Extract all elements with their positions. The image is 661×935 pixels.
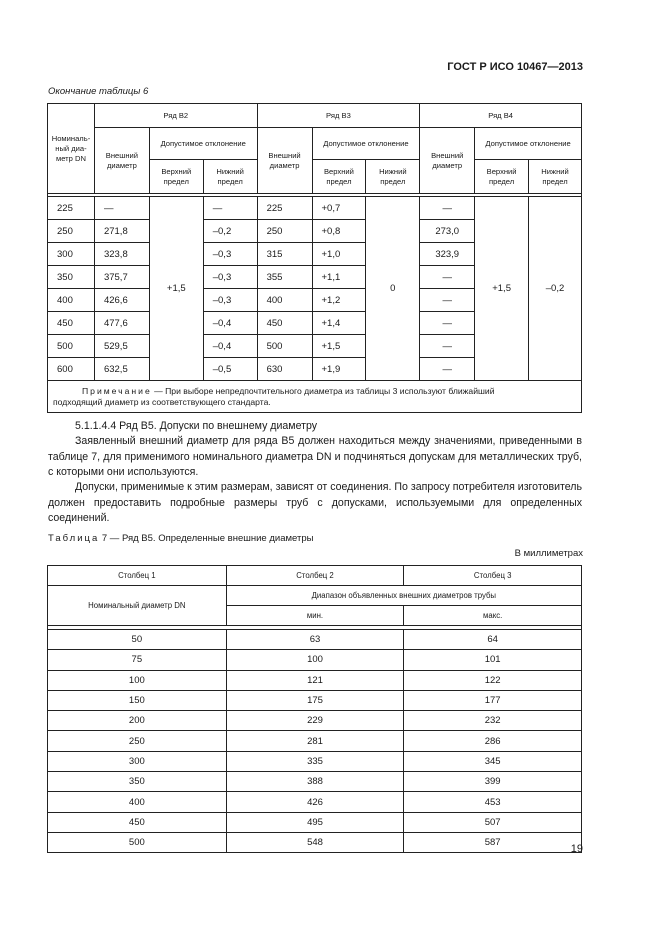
cell-max: 177 xyxy=(404,690,582,710)
cell-max: 453 xyxy=(404,792,582,812)
cell-b3-upper: +0,8 xyxy=(312,220,366,243)
table-6 xyxy=(47,103,582,413)
cell-dn: 200 xyxy=(48,711,227,731)
cell-b2-lower: –0,3 xyxy=(203,266,257,289)
cell-b3-diameter: 225 xyxy=(257,197,312,220)
header-row-b2: Ряд В2 xyxy=(94,104,257,128)
note-label: Примечание xyxy=(82,386,152,396)
cell-b2-lower: –0,3 xyxy=(203,289,257,312)
header-b3-upper: Верхний предел xyxy=(312,160,366,194)
header-b3-outer-diameter: Внешний диаметр xyxy=(257,128,312,194)
table-row xyxy=(48,832,582,852)
header-row-b3: Ряд В3 xyxy=(257,104,420,128)
cell-b2-lower: — xyxy=(203,197,257,220)
cell-b2-diameter: 632,5 xyxy=(94,358,149,381)
table-row xyxy=(48,751,582,771)
cell-b4-diameter: 323,9 xyxy=(420,243,475,266)
cell-b3-upper: +1,9 xyxy=(312,358,366,381)
section-heading: 5.1.1.4.4 Ряд В5. Допуски по внешнему диаметру xyxy=(75,420,318,432)
header-nominal-dn: Номинальный диаметр DN xyxy=(48,586,227,626)
cell-b3-upper: +1,2 xyxy=(312,289,366,312)
cell-b2-diameter: — xyxy=(94,197,149,220)
cell-b4-diameter: — xyxy=(420,266,475,289)
cell-b2-diameter: 477,6 xyxy=(94,312,149,335)
header-b4-outer-diameter: Внешний диаметр xyxy=(420,128,475,194)
header-col3: Столбец 3 xyxy=(404,566,582,586)
table-row xyxy=(48,690,582,710)
cell-b4-diameter: — xyxy=(420,358,475,381)
cell-b2-diameter: 529,5 xyxy=(94,335,149,358)
header-b4-tolerance: Допустимое отклонение xyxy=(475,128,582,160)
cell-b3-lower-merged: 0 xyxy=(366,197,420,381)
cell-dn: 500 xyxy=(48,335,95,358)
cell-dn: 600 xyxy=(48,358,95,381)
cell-b4-diameter: — xyxy=(420,197,475,220)
cell-b3-upper: +1,5 xyxy=(312,335,366,358)
header-b4-upper: Верхний предел xyxy=(475,160,529,194)
header-col2: Столбец 2 xyxy=(226,566,404,586)
cell-max: 232 xyxy=(404,711,582,731)
cell-b4-diameter: — xyxy=(420,335,475,358)
cell-max: 587 xyxy=(404,832,582,852)
cell-b2-lower: –0,4 xyxy=(203,335,257,358)
cell-dn: 500 xyxy=(48,832,227,852)
header-b3-tolerance: Допустимое отклонение xyxy=(312,128,420,160)
cell-dn: 350 xyxy=(48,772,227,792)
cell-dn: 225 xyxy=(48,197,95,220)
cell-b4-diameter: — xyxy=(420,312,475,335)
cell-b3-upper: +1,1 xyxy=(312,266,366,289)
cell-max: 64 xyxy=(404,630,582,650)
header-b4-lower: Нижний предел xyxy=(529,160,582,194)
cell-b2-diameter: 426,6 xyxy=(94,289,149,312)
header-b3-lower: Нижний предел xyxy=(366,160,420,194)
cell-dn: 300 xyxy=(48,751,227,771)
cell-min: 281 xyxy=(226,731,404,751)
table6-caption: Окончание таблицы 6 xyxy=(48,86,149,97)
cell-min: 100 xyxy=(226,650,404,670)
cell-dn: 300 xyxy=(48,243,95,266)
cell-min: 335 xyxy=(226,751,404,771)
table-row xyxy=(48,670,582,690)
cell-dn: 250 xyxy=(48,220,95,243)
cell-b4-diameter: 273,0 xyxy=(420,220,475,243)
cell-max: 345 xyxy=(404,751,582,771)
header-range: Диапазон объявленных внешних диаметров трубы xyxy=(226,586,581,606)
cell-dn: 400 xyxy=(48,289,95,312)
cell-b3-diameter: 500 xyxy=(257,335,312,358)
note-text-line2: подходящий диаметр из соответствующего стандарта. xyxy=(53,397,271,407)
cell-min: 63 xyxy=(226,630,404,650)
table7-caption-label: Таблица xyxy=(48,533,100,544)
cell-b3-upper: +1,0 xyxy=(312,243,366,266)
cell-dn: 150 xyxy=(48,690,227,710)
cell-min: 426 xyxy=(226,792,404,812)
cell-b2-diameter: 375,7 xyxy=(94,266,149,289)
header-b2-lower: Нижний предел xyxy=(203,160,257,194)
cell-b2-lower: –0,5 xyxy=(203,358,257,381)
cell-dn: 75 xyxy=(48,650,227,670)
cell-b4-lower-merged: –0,2 xyxy=(529,197,582,381)
cell-b4-diameter: — xyxy=(420,289,475,312)
header-b2-upper: Верхний предел xyxy=(149,160,203,194)
cell-min: 388 xyxy=(226,772,404,792)
cell-b3-upper: +1,4 xyxy=(312,312,366,335)
cell-b3-diameter: 315 xyxy=(257,243,312,266)
cell-b3-diameter: 250 xyxy=(257,220,312,243)
page-number: 19 xyxy=(570,843,583,855)
cell-min: 175 xyxy=(226,690,404,710)
cell-b3-diameter: 355 xyxy=(257,266,312,289)
cell-max: 101 xyxy=(404,650,582,670)
cell-max: 399 xyxy=(404,772,582,792)
table-row xyxy=(48,197,582,220)
table7-caption xyxy=(48,533,313,544)
header-b2-tolerance: Допустимое отклонение xyxy=(149,128,257,160)
table-7 xyxy=(47,565,582,853)
table-row xyxy=(48,731,582,751)
header-nominal-dn: Номиналь-ный диа-метр DN xyxy=(48,104,95,194)
table7-caption-title: 7 — Ряд В5. Определенные внешние диаметры xyxy=(99,533,314,544)
cell-b2-lower: –0,2 xyxy=(203,220,257,243)
table-row xyxy=(48,711,582,731)
section-paragraph-1: Заявленный внешний диаметр для ряда В5 должен находиться между значениями, приведенными в таблице 7, для применимого номинального диаметра DN и подчиняться допускам для металлических труб, с которыми они используются. xyxy=(48,435,582,478)
cell-b3-diameter: 400 xyxy=(257,289,312,312)
section-paragraph-2: Допуски, применимые к этим размерам, зависят от соединения. По запросу потребителя изготовитель должен предоставить подробные размеры труб с допусками, используемыми для определенных соединений. xyxy=(48,481,582,524)
cell-min: 229 xyxy=(226,711,404,731)
table7-units: В миллиметрах xyxy=(514,548,583,559)
header-max: макс. xyxy=(404,606,582,626)
cell-min: 548 xyxy=(226,832,404,852)
header-b2-outer-diameter: Внешний диаметр xyxy=(94,128,149,194)
cell-b3-upper: +0,7 xyxy=(312,197,366,220)
document-title: ГОСТ Р ИСО 10467—2013 xyxy=(447,61,583,73)
cell-dn: 450 xyxy=(48,312,95,335)
table-row xyxy=(48,772,582,792)
table-row xyxy=(48,650,582,670)
header-min: мин. xyxy=(226,606,404,626)
cell-max: 122 xyxy=(404,670,582,690)
table6-note xyxy=(48,381,582,413)
note-text-line1: — При выборе непредпочтительного диаметра из таблицы 3 используют ближайший xyxy=(151,386,495,396)
cell-b3-diameter: 450 xyxy=(257,312,312,335)
cell-dn: 100 xyxy=(48,670,227,690)
cell-min: 121 xyxy=(226,670,404,690)
table-row xyxy=(48,812,582,832)
table-row xyxy=(48,630,582,650)
cell-dn: 50 xyxy=(48,630,227,650)
cell-b2-upper-merged: +1,5 xyxy=(149,197,203,381)
cell-dn: 450 xyxy=(48,812,227,832)
header-col1: Столбец 1 xyxy=(48,566,227,586)
cell-b3-diameter: 630 xyxy=(257,358,312,381)
cell-b4-upper-merged: +1,5 xyxy=(475,197,529,381)
cell-dn: 250 xyxy=(48,731,227,751)
cell-max: 286 xyxy=(404,731,582,751)
cell-max: 507 xyxy=(404,812,582,832)
header-row-b4: Ряд В4 xyxy=(420,104,582,128)
cell-b2-diameter: 271,8 xyxy=(94,220,149,243)
cell-b2-lower: –0,3 xyxy=(203,243,257,266)
cell-b2-lower: –0,4 xyxy=(203,312,257,335)
cell-dn: 350 xyxy=(48,266,95,289)
cell-b2-diameter: 323,8 xyxy=(94,243,149,266)
cell-dn: 400 xyxy=(48,792,227,812)
cell-min: 495 xyxy=(226,812,404,832)
table-row xyxy=(48,792,582,812)
